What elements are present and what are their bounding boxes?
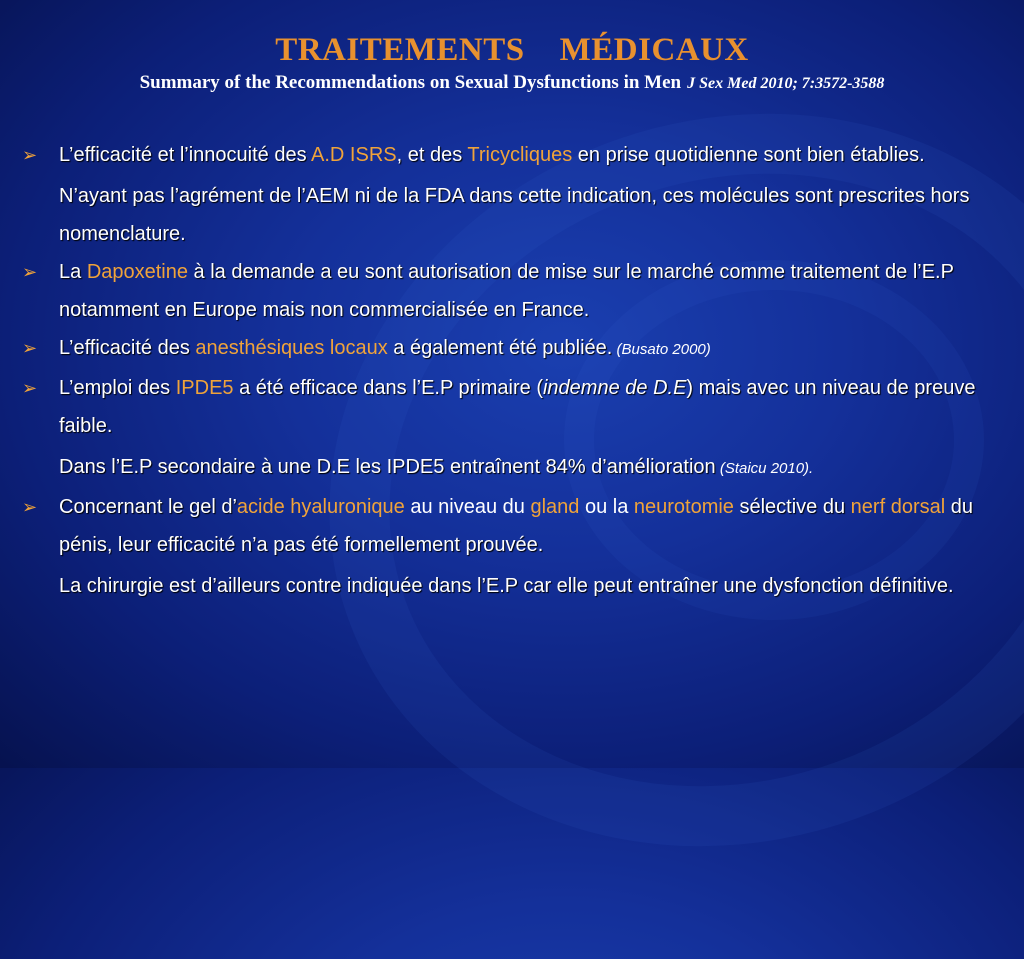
text-segment: ) mais avec un niveau de preuve faible. — [59, 377, 976, 437]
text-segment: L’efficacité des — [59, 337, 196, 359]
text-segment: a également été publiée. — [387, 337, 613, 359]
italic-indemne: indemne de D.E — [542, 377, 687, 399]
text-segment: ou la — [579, 496, 634, 518]
citation-staicu: (Staicu 2010). — [715, 460, 814, 477]
arrow-bullet-icon: ➢ — [22, 262, 38, 282]
highlight-nerf-dorsal: nerf dorsal — [850, 496, 946, 518]
text-segment: Dans l’E.P secondaire à une D.E les IPDE5 entraînent 84% d’amélioration — [59, 456, 716, 478]
journal-reference: J Sex Med 2010; 7:3572-3588 — [687, 75, 885, 92]
highlight-dapoxetine: Dapoxetine — [86, 261, 188, 283]
continuation-off-label — [22, 177, 1007, 253]
text-segment: Concernant le gel d’ — [59, 496, 237, 518]
continuation-surgery — [22, 567, 1007, 605]
bullet-item-antidepressants — [22, 136, 1007, 174]
text-segment: sélective du — [733, 496, 851, 518]
highlight-ad-isrs: A.D ISRS — [311, 144, 397, 166]
text-segment: N’ayant pas l’agrément de l’AEM ni de la FDA dans cette indication, ces molécules sont prescrites hors nomenclature. — [59, 185, 970, 245]
text-segment: à la demande a eu sont autorisation de mise sur le marché comme traitement de l’E.P notamment en Europe mais non commercialisée en France. — [59, 261, 954, 321]
highlight-ipde5: IPDE5 — [175, 377, 234, 399]
subtitle-text: Summary of the Recommendations on Sexual Dysfunctions in Men — [139, 72, 682, 93]
highlight-tricycliques: Tricycliques — [467, 144, 573, 166]
bullet-item-dapoxetine — [22, 253, 1007, 329]
arrow-bullet-icon: ➢ — [22, 145, 38, 165]
text-segment: en prise quotidienne sont bien établies. — [572, 144, 925, 166]
continuation-secondary-ep — [22, 448, 1007, 488]
bullet-item-ipde5 — [22, 369, 1007, 445]
arrow-bullet-icon: ➢ — [22, 497, 38, 517]
highlight-anesthesiques: anesthésiques locaux — [195, 337, 388, 359]
text-segment: , et des — [396, 144, 468, 166]
slide-body — [22, 136, 1007, 605]
slide-subtitle — [0, 70, 1024, 97]
text-segment: du pénis, leur efficacité n’a pas été formellement prouvée. — [59, 496, 973, 556]
slide-title: TRAITEMENTS MÉDICAUX — [275, 32, 749, 68]
bullet-item-anesthetics — [22, 329, 1007, 369]
text-segment: au niveau du — [404, 496, 531, 518]
text-segment: L’emploi des — [59, 377, 176, 399]
arrow-bullet-icon: ➢ — [22, 378, 38, 398]
highlight-acide-hyaluronique: acide hyaluronique — [236, 496, 405, 518]
arrow-bullet-icon: ➢ — [22, 338, 38, 358]
text-segment: La chirurgie est d’ailleurs contre indiquée dans l’E.P car elle peut entraîner une dysfonction définitive. — [59, 575, 954, 597]
text-segment: La — [59, 261, 87, 283]
text-segment: L’efficacité et l’innocuité des — [59, 144, 312, 166]
text-segment: a été efficace dans l’E.P primaire ( — [233, 377, 543, 399]
highlight-neurotomie: neurotomie — [633, 496, 734, 518]
citation-busato: (Busato 2000) — [612, 341, 711, 358]
bullet-item-hyaluronic — [22, 488, 1007, 564]
slide-header — [0, 30, 1024, 97]
highlight-gland: gland — [530, 496, 580, 518]
